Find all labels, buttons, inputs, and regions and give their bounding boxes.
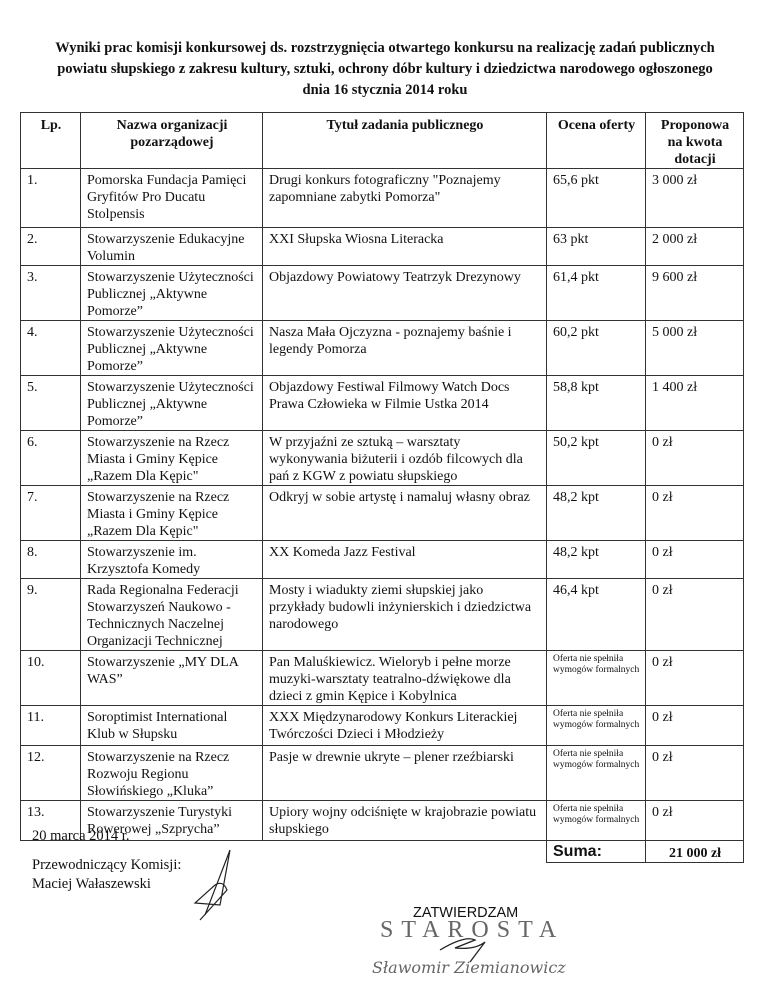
org-name: Soroptimist International Klub w Słupsku (81, 706, 263, 746)
grant-amount: 1 400 zł (646, 376, 744, 431)
grant-amount: 0 zł (646, 746, 744, 801)
org-name: Stowarzyszenie Użyteczności Publicznej „Aktywne Pomorze” (81, 376, 263, 431)
row-number: 6. (21, 431, 81, 486)
col-header-score: Ocena oferty (547, 113, 646, 169)
table-row (21, 486, 744, 541)
table-row (21, 266, 744, 321)
row-number: 4. (21, 321, 81, 376)
task-title: Objazdowy Festiwal Filmowy Watch Docs Prawa Człowieka w Filmie Ustka 2014 (263, 376, 547, 431)
document-date: 20 marca 2014 r. (32, 828, 130, 844)
col-header-task: Tytuł zadania publicznego (263, 113, 547, 169)
approval-label: ZATWIERDZAM (413, 905, 519, 921)
row-number: 3. (21, 266, 81, 321)
col-header-org: Nazwa organizacji pozarządowej (81, 113, 263, 169)
offer-score: Oferta nie spełniła wymogów formalnych (547, 651, 646, 706)
task-title: Objazdowy Powiatowy Teatrzyk Drezynowy (263, 266, 547, 321)
table-row (21, 706, 744, 746)
offer-score: 63 pkt (547, 228, 646, 266)
offer-score: Oferta nie spełniła wymogów formalnych (547, 746, 646, 801)
org-name: Stowarzyszenie na Rzecz Miasta i Gminy Kępice „Razem Dla Kępic" (81, 486, 263, 541)
org-name: Stowarzyszenie na Rzecz Rozwoju Regionu Słowińskiego „Kluka” (81, 746, 263, 801)
task-title: XXX Międzynarodowy Konkurs Literackiej Twórczości Dzieci i Młodzieży (263, 706, 547, 746)
row-number: 1. (21, 169, 81, 228)
grant-amount: 0 zł (646, 486, 744, 541)
task-title: Mosty i wiadukty ziemi słupskiej jako przykłady budowli inżynierskich i dziedzictwa narodowego (263, 579, 547, 651)
task-title: Drugi konkurs fotograficzny "Poznajemy zapomniane zabytki Pomorza" (263, 169, 547, 228)
table-row (21, 376, 744, 431)
grant-amount: 2 000 zł (646, 228, 744, 266)
table-row (21, 321, 744, 376)
org-name: Pomorska Fundacja Pamięci Gryfitów Pro Ducatu Stolpensis (81, 169, 263, 228)
approval-signature (435, 920, 505, 965)
row-number: 7. (21, 486, 81, 541)
grant-amount: 9 600 zł (646, 266, 744, 321)
task-title: W przyjaźni ze sztuką – warsztaty wykonywania biżuterii i ozdób filcowych dla pań z KGW z powiatu słupskiego (263, 431, 547, 486)
stamp-title: STAROSTA (380, 917, 565, 943)
stamp-name: Sławomir Ziemianowicz (372, 958, 566, 977)
table-row (21, 651, 744, 706)
task-title: XXI Słupska Wiosna Literacka (263, 228, 547, 266)
col-header-lp: Lp. (21, 113, 81, 169)
row-number: 13. (21, 801, 81, 841)
document-title: Wyniki prac komisji konkursowej ds. rozstrzygnięcia otwartego konkursu na realizację zadań publicznych powiatu słupskiego z zakresu kultury, sztuki, ochrony dóbr kultury i dziedzictwa narodowego ogłoszonego dnia 16 stycznia 2014 roku (55, 40, 715, 98)
org-name: Rada Regionalna Federacji Stowarzyszeń Naukowo - Technicznych Naczelnej Organizacji Technicznej (81, 579, 263, 651)
task-title: Odkryj w sobie artystę i namaluj własny obraz (263, 486, 547, 541)
org-name: Stowarzyszenie im. Krzysztofa Komedy (81, 541, 263, 579)
grant-amount: 0 zł (646, 541, 744, 579)
grant-amount: 3 000 zł (646, 169, 744, 228)
chair-name: Maciej Wałaszewski (32, 876, 151, 892)
row-number: 12. (21, 746, 81, 801)
org-name: Stowarzyszenie Edukacyjne Volumin (81, 228, 263, 266)
row-number: 11. (21, 706, 81, 746)
grant-amount: 0 zł (646, 706, 744, 746)
row-number: 10. (21, 651, 81, 706)
grant-amount: 0 zł (646, 801, 744, 841)
table-row (21, 431, 744, 486)
offer-score: 48,2 kpt (547, 541, 646, 579)
offer-score: 48,2 kpt (547, 486, 646, 541)
task-title: Upiory wojny odciśnięte w krajobrazie powiatu słupskiego (263, 801, 547, 841)
task-title: Nasza Mała Ojczyzna - poznajemy baśnie i legendy Pomorza (263, 321, 547, 376)
row-number: 5. (21, 376, 81, 431)
offer-score: 46,4 kpt (547, 579, 646, 651)
org-name: Stowarzyszenie Użyteczności Publicznej „Aktywne Pomorze” (81, 321, 263, 376)
table-row (21, 746, 744, 801)
org-name: Stowarzyszenie na Rzecz Miasta i Gminy Kępice „Razem Dla Kępic" (81, 431, 263, 486)
row-number: 8. (21, 541, 81, 579)
offer-score: 50,2 kpt (547, 431, 646, 486)
chair-title: Przewodniczący Komisji: (32, 857, 182, 873)
table-row (21, 541, 744, 579)
table-row (21, 228, 744, 266)
offer-score: 61,4 pkt (547, 266, 646, 321)
task-title: Pan Maluśkiewicz. Wieloryb i pełne morze muzyki-warsztaty teatralno-dźwiękowe dla dzieci z gmin Kępice i Kobylnica (263, 651, 547, 706)
results-table (20, 112, 744, 863)
col-header-amount: Proponowa na kwota dotacji (646, 113, 744, 169)
table-row (21, 169, 744, 228)
org-name: Stowarzyszenie Turystyki Rowerowej „Szprycha” (81, 801, 263, 841)
offer-score: Oferta nie spełniła wymogów formalnych (547, 801, 646, 841)
offer-score: 60,2 pkt (547, 321, 646, 376)
offer-score: 65,6 pkt (547, 169, 646, 228)
row-number: 2. (21, 228, 81, 266)
task-title: XX Komeda Jazz Festival (263, 541, 547, 579)
org-name: Stowarzyszenie Użyteczności Publicznej „Aktywne Pomorze” (81, 266, 263, 321)
table-row (21, 579, 744, 651)
grant-amount: 0 zł (646, 651, 744, 706)
task-title: Pasje w drewnie ukryte – plener rzeźbiarski (263, 746, 547, 801)
row-number: 9. (21, 579, 81, 651)
offer-score: Oferta nie spełniła wymogów formalnych (547, 706, 646, 746)
grant-amount: 0 zł (646, 431, 744, 486)
sum-label: Suma: (547, 841, 646, 863)
chair-signature (175, 845, 245, 925)
sum-value: 21 000 zł (646, 841, 744, 863)
offer-score: 58,8 kpt (547, 376, 646, 431)
table-header-row (21, 113, 744, 169)
org-name: Stowarzyszenie „MY DLA WAS” (81, 651, 263, 706)
grant-amount: 0 zł (646, 579, 744, 651)
grant-amount: 5 000 zł (646, 321, 744, 376)
